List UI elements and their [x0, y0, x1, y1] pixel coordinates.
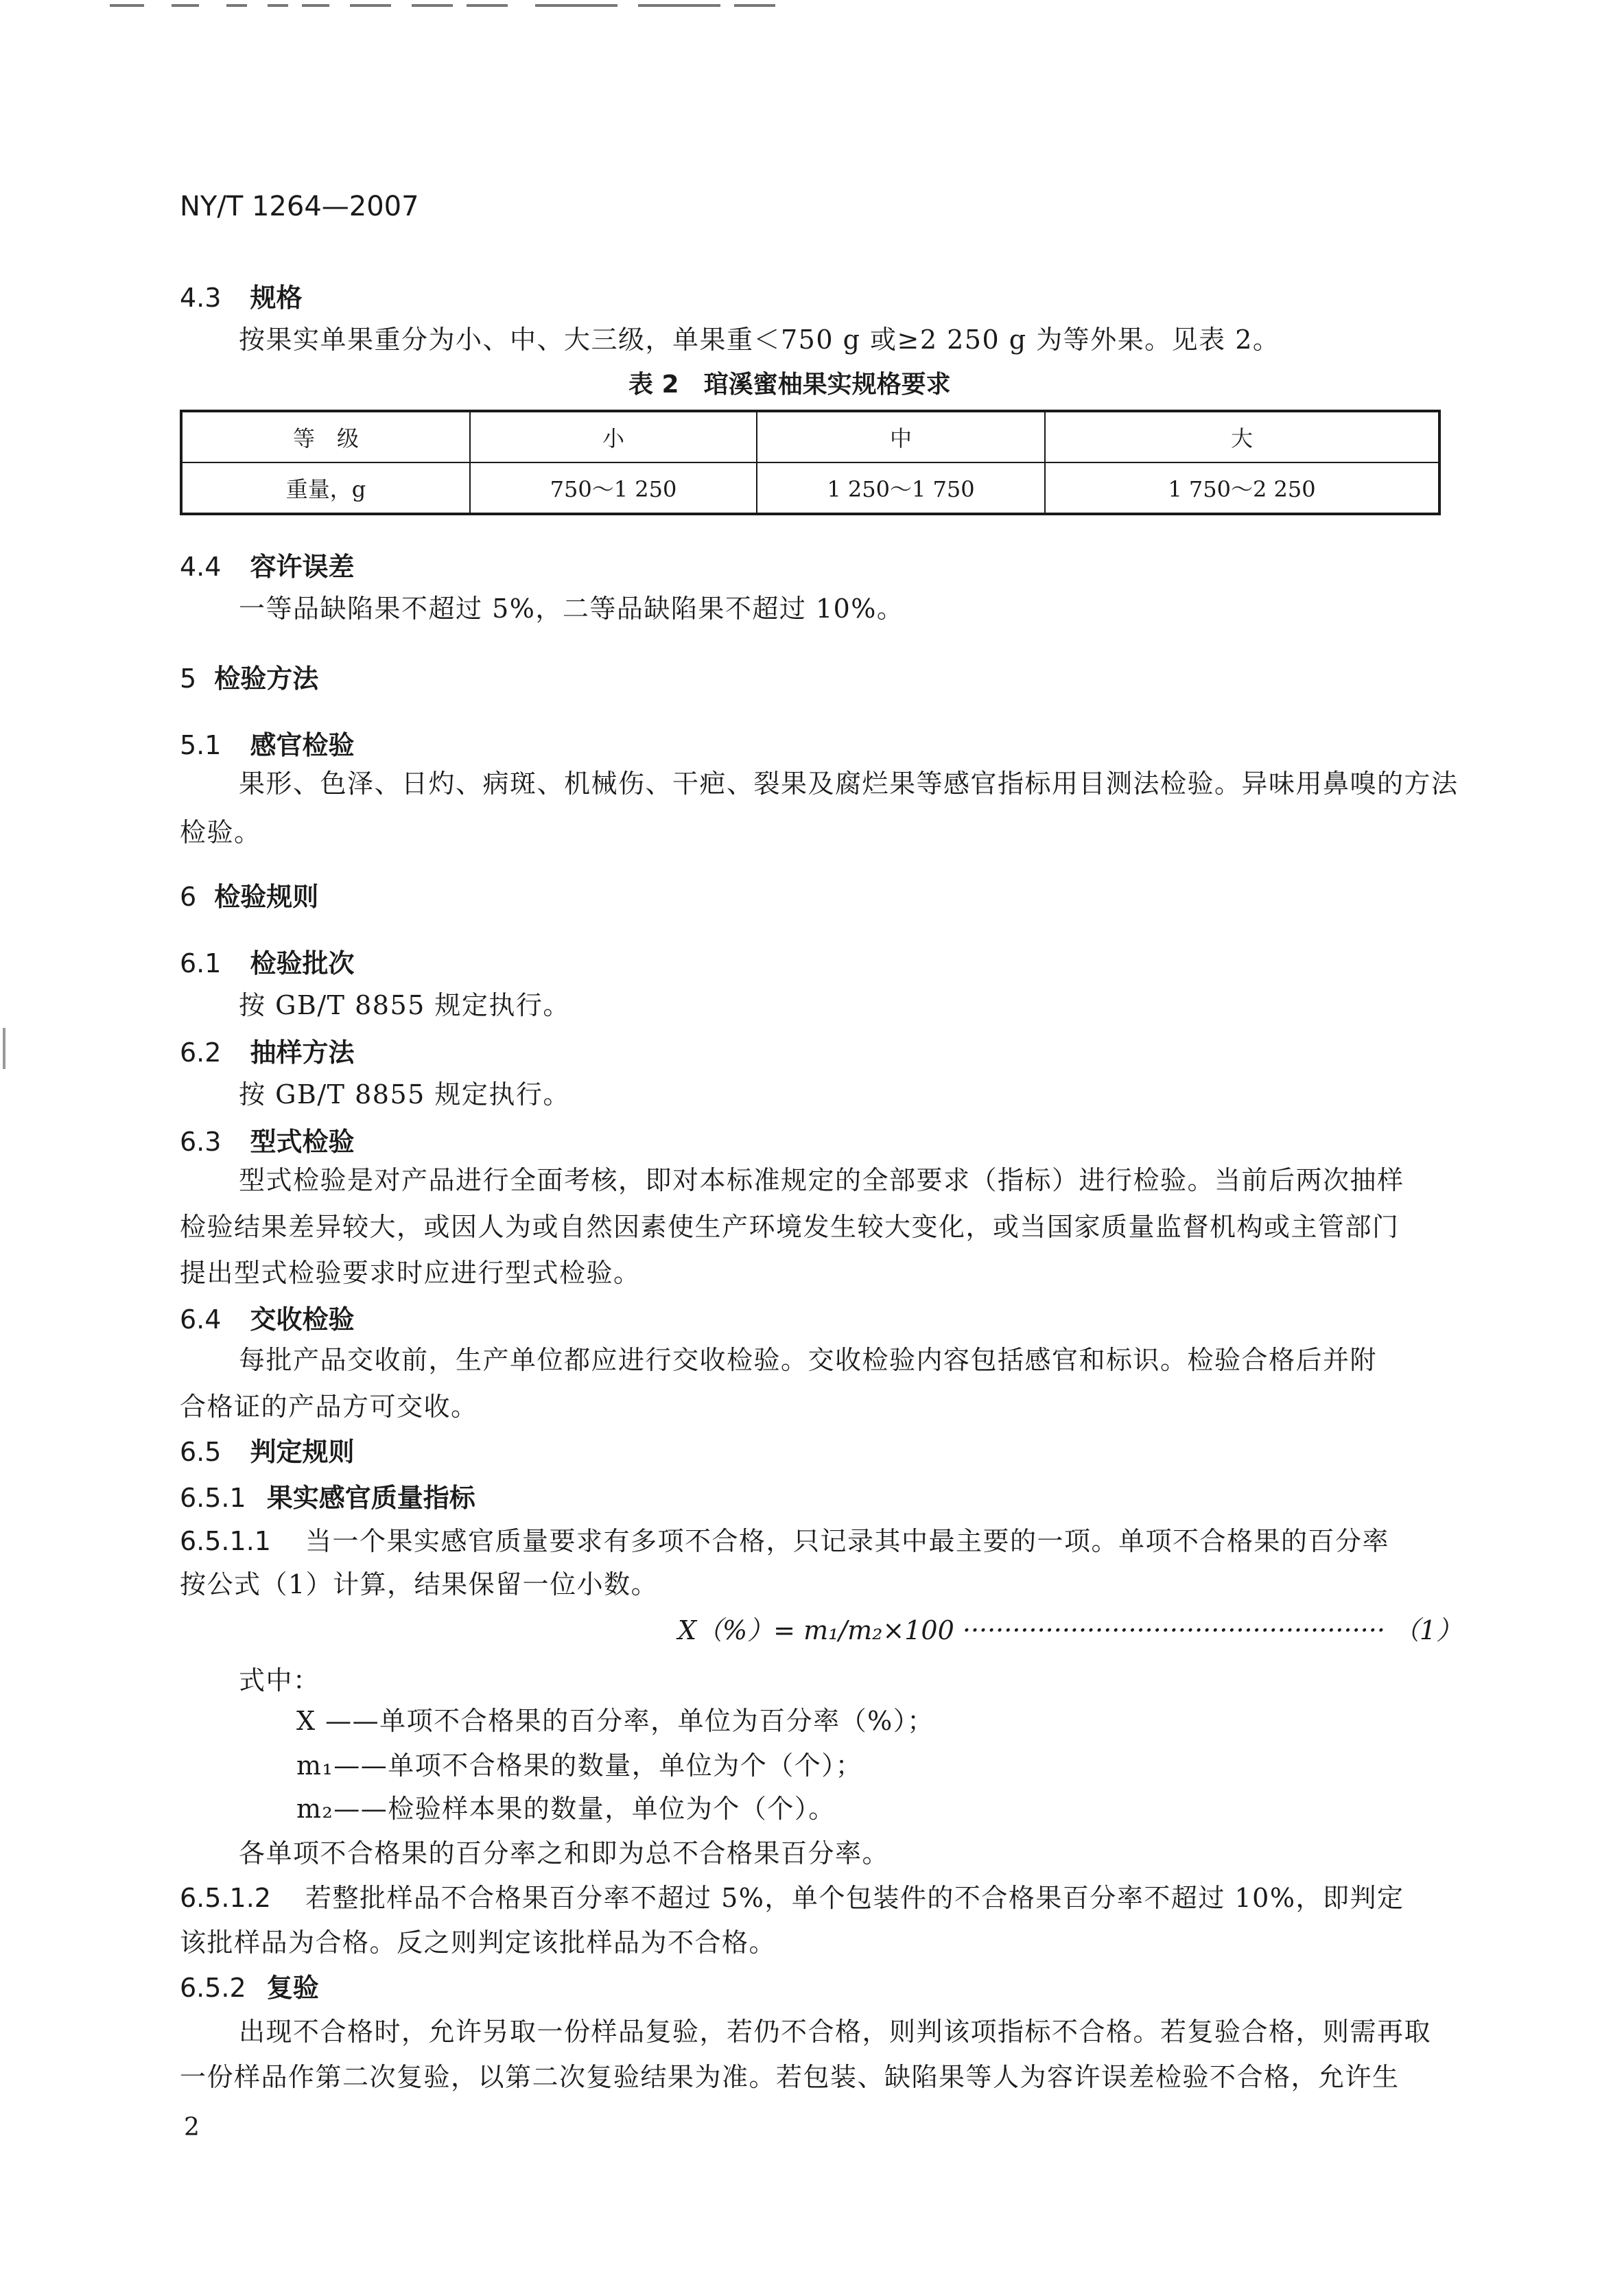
scan-top-marks: [96, 0, 796, 10]
paragraph-6-5-1-2-line1: [180, 1877, 1404, 1914]
heading-6-2: 6.2 抽样方法: [180, 1037, 355, 1068]
page-number: 2: [184, 2113, 200, 2142]
table-row: [181, 462, 1439, 514]
paragraph-6-5-1-2-line2: 该批样品为合格。反之则判定该批样品为不合格。: [180, 1927, 777, 1958]
clause-number: 6.5.1.2: [180, 1883, 271, 1913]
table-cell: 重量，g: [181, 462, 470, 514]
heading-6-3: 6.3 型式检验: [180, 1127, 355, 1157]
heading-6-5: 6.5 判定规则: [180, 1437, 355, 1467]
table-header-cell: 大: [1045, 411, 1439, 462]
paragraph-4-4: 一等品缺陷果不超过 5%，二等品缺陷果不超过 10%。: [239, 594, 904, 624]
table-header-cell: 等 级: [181, 411, 470, 462]
paragraph-5-1-line2: 检验。: [180, 817, 261, 847]
paragraph-6-3-line3: 提出型式检验要求时应进行型式检验。: [180, 1258, 641, 1288]
definition-m1: m₁——单项不合格果的数量，单位为个（个）；: [296, 1750, 863, 1781]
heading-6-4: 6.4 交收检验: [180, 1304, 355, 1335]
heading-6-5-2: 6.5.2 复验: [180, 1973, 319, 2003]
heading-6-1: 6.1 检验批次: [180, 948, 355, 978]
table-header-cell: 中: [757, 411, 1045, 462]
paragraph-6-1: 按 GB/T 8855 规定执行。: [239, 990, 570, 1020]
paragraph-6-3-line2: 检验结果差异较大，或因人为或自然因素使生产环境发生较大变化，或当国家质量监督机构或主管部门: [180, 1212, 1400, 1242]
table-cell: 1 750～2 250: [1045, 462, 1439, 514]
definition-m2: m₂——检验样本果的数量，单位为个（个）。: [296, 1794, 836, 1824]
spec-table: [180, 410, 1441, 515]
paragraph-6-4-line1: 每批产品交收前，生产单位都应进行交收检验。交收检验内容包括感官和标识。检验合格后并附: [239, 1345, 1378, 1375]
paragraph-6-2: 按 GB/T 8855 规定执行。: [239, 1079, 570, 1110]
heading-4-4: 4.4 容许误差: [180, 552, 355, 582]
summary-line: 各单项不合格果的百分率之和即为总不合格果百分率。: [239, 1838, 890, 1868]
paragraph-5-1-line1: 果形、色泽、日灼、病斑、机械伤、干疤、裂果及腐烂果等感官指标用目测法检验。异味用鼻嗅的方法: [239, 769, 1459, 799]
clause-text: 若整批样品不合格果百分率不超过 5%，单个包装件的不合格果百分率不超过 10%，即判定: [305, 1883, 1404, 1913]
heading-5: 5 检验方法: [180, 664, 319, 694]
heading-6: 6 检验规则: [180, 882, 319, 912]
definition-x: X ——单项不合格果的百分率，单位为百分率（%）；: [296, 1706, 934, 1736]
paragraph-6-5-1-1-line2: 按公式（1）计算，结果保留一位小数。: [180, 1569, 659, 1599]
table-cell: 750～1 250: [470, 462, 757, 514]
paragraph-6-4-line2: 合格证的产品方可交收。: [180, 1392, 478, 1422]
paragraph-6-5-2-line2: 一份样品作第二次复验，以第二次复验结果为准。若包装、缺陷果等人为容许误差检验不合格，允许生: [180, 2062, 1400, 2092]
heading-6-5-1: 6.5.1 果实感官质量指标: [180, 1483, 475, 1513]
table-cell: 1 250～1 750: [757, 462, 1045, 514]
heading-4-3: 4.3 规格: [180, 283, 303, 313]
formula-1: X（%）= m₁/m₂×100 ··················································· （1）: [678, 1615, 1463, 1645]
paragraph-6-5-1-1-line1: [180, 1520, 1389, 1558]
standard-number: NY/T 1264—2007: [180, 191, 419, 222]
paragraph-4-3: 按果实单果重分为小、中、大三级，单果重＜750 g 或≥2 250 g 为等外果。见表 2。: [239, 325, 1280, 355]
paragraph-6-5-2-line1: 出现不合格时，允许另取一份样品复验，若仍不合格，则判该项指标不合格。若复验合格，则需再取: [239, 2017, 1432, 2047]
table-header-row: [181, 411, 1439, 462]
table-caption: 表 2 琯溪蜜柚果实规格要求: [628, 371, 951, 399]
where-label: 式中：: [239, 1665, 320, 1696]
table-header-cell: 小: [470, 411, 757, 462]
scan-edge-mark: [3, 1028, 5, 1069]
clause-text: 当一个果实感官质量要求有多项不合格，只记录其中最主要的一项。单项不合格果的百分率: [305, 1526, 1390, 1556]
paragraph-6-3-line1: 型式检验是对产品进行全面考核，即对本标准规定的全部要求（指标）进行检验。当前后两次抽样: [239, 1165, 1404, 1195]
clause-number: 6.5.1.1: [180, 1526, 271, 1556]
heading-5-1: 5.1 感官检验: [180, 730, 355, 760]
